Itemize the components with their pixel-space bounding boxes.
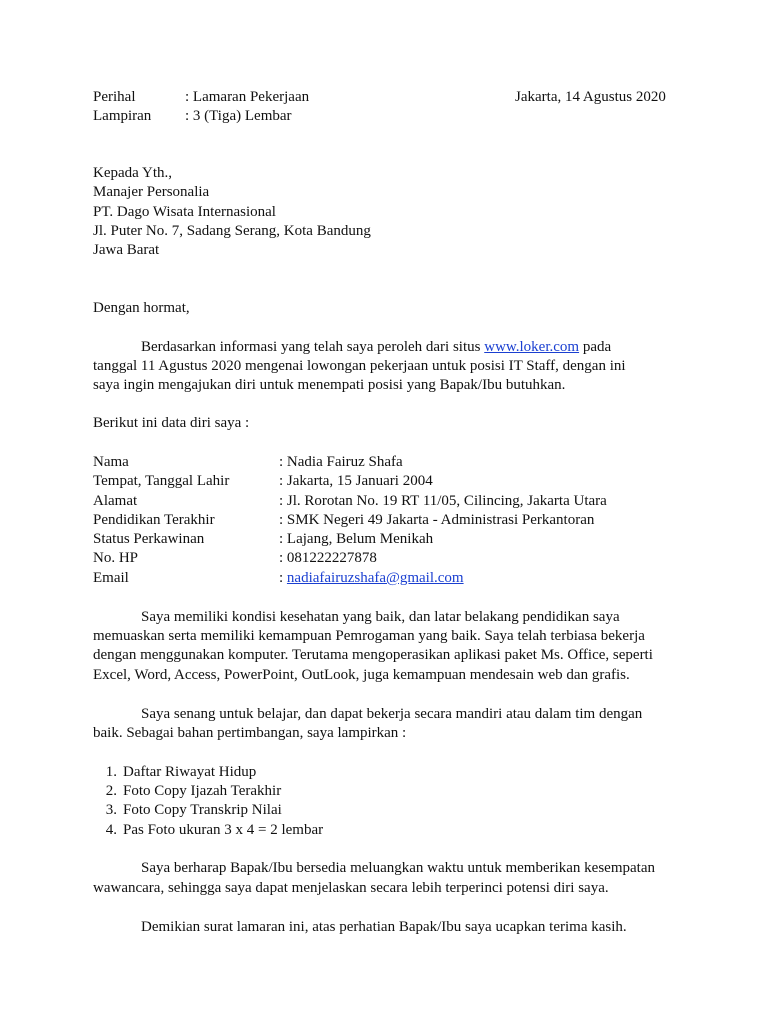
alamat-value: : Jl. Rorotan No. 19 RT 11/05, Cilincing, Jakarta Utara <box>279 493 607 509</box>
para3-line-2: baik. Sebagai bahan pertimbangan, saya lampirkan : <box>93 725 407 741</box>
pendidikan-label: Pendidikan Terakhir <box>93 512 215 528</box>
email-colon: : <box>279 570 287 586</box>
ttl-value: : Jakarta, 15 Januari 2004 <box>279 473 433 489</box>
ttl-label: Tempat, Tanggal Lahir <box>93 473 230 489</box>
recipient-line-1: Kepada Yth., <box>93 165 172 181</box>
para2-line-3: dengan menggunakan komputer. Terutama mengoperasikan aplikasi paket Ms. Office, seperti <box>93 647 653 663</box>
intro-line-1 <box>141 338 611 357</box>
list-item <box>93 821 323 840</box>
intro-line-3: saya ingin mengajukan diri untuk menempati posisi yang Bapak/Ibu butuhkan. <box>93 377 566 393</box>
email-label: Email <box>93 570 129 586</box>
para2-line-1: Saya memiliki kondisi kesehatan yang baik, dan latar belakang pendidikan saya <box>141 609 620 625</box>
recipient-line-5: Jawa Barat <box>93 242 160 258</box>
hp-value: : 081222227878 <box>279 550 377 566</box>
alamat-label: Alamat <box>93 493 138 509</box>
list-number: 3. <box>105 802 117 818</box>
email-value-row <box>279 569 464 588</box>
para2-line-4: Excel, Word, Access, PowerPoint, OutLook, juga kemampuan mendesain web dan grafis. <box>93 667 630 683</box>
list-text: Daftar Riwayat Hidup <box>123 764 257 780</box>
list-text: Foto Copy Ijazah Terakhir <box>123 783 282 799</box>
lampiran-label: Lampiran <box>93 108 152 124</box>
list-text: Pas Foto ukuran 3 x 4 = 2 lembar <box>123 822 324 838</box>
email-link[interactable]: nadiafairuzshafa@gmail.com <box>286 570 464 586</box>
status-label: Status Perkawinan <box>93 531 205 547</box>
pendidikan-value: : SMK Negeri 49 Jakarta - Administrasi Perkantoran <box>279 512 595 528</box>
intro-text-after: pada <box>579 339 612 355</box>
greeting: Dengan hormat, <box>93 300 190 316</box>
hp-label: No. HP <box>93 550 139 566</box>
nama-label: Nama <box>93 454 129 470</box>
para2-line-2: memuaskan serta memiliki kemampuan Pemrogaman yang baik. Saya telah terbiasa bekerja <box>93 628 645 644</box>
nama-value: : Nadia Fairuz Shafa <box>279 454 403 470</box>
list-item <box>93 782 281 801</box>
lampiran-value: : 3 (Tiga) Lembar <box>185 108 292 124</box>
recipient-line-2: Manajer Personalia <box>93 184 210 200</box>
perihal-value: : Lamaran Pekerjaan <box>185 89 310 105</box>
para4-line-1: Saya berharap Bapak/Ibu bersedia meluangkan waktu untuk memberikan kesempatan <box>141 860 655 876</box>
intro-line-2: tanggal 11 Agustus 2020 mengenai lowongan pekerjaan untuk posisi IT Staff, dengan ini <box>93 358 626 374</box>
letter-date: Jakarta, 14 Agustus 2020 <box>515 89 666 105</box>
intro-text-before: Berdasarkan informasi yang telah saya peroleh dari situs <box>141 339 485 355</box>
para4-line-2: wawancara, sehingga saya dapat menjelaskan secara lebih terperinci potensi diri saya. <box>93 880 609 896</box>
list-text: Foto Copy Transkrip Nilai <box>123 802 282 818</box>
list-item <box>93 763 256 782</box>
list-number: 2. <box>105 783 117 799</box>
closing-line: Demikian surat lamaran ini, atas perhatian Bapak/Ibu saya ucapkan terima kasih. <box>141 919 627 935</box>
data-heading: Berikut ini data diri saya : <box>93 415 250 431</box>
recipient-line-4: Jl. Puter No. 7, Sadang Serang, Kota Bandung <box>93 223 371 239</box>
list-item <box>93 801 282 820</box>
perihal-label: Perihal <box>93 89 136 105</box>
loker-link[interactable]: www.loker.com <box>484 339 580 355</box>
list-number: 1. <box>105 764 117 780</box>
recipient-line-3: PT. Dago Wisata Internasional <box>93 204 276 220</box>
list-number: 4. <box>105 822 117 838</box>
para3-line-1: Saya senang untuk belajar, dan dapat bekerja secara mandiri atau dalam tim dengan <box>141 706 643 722</box>
status-value: : Lajang, Belum Menikah <box>279 531 434 547</box>
